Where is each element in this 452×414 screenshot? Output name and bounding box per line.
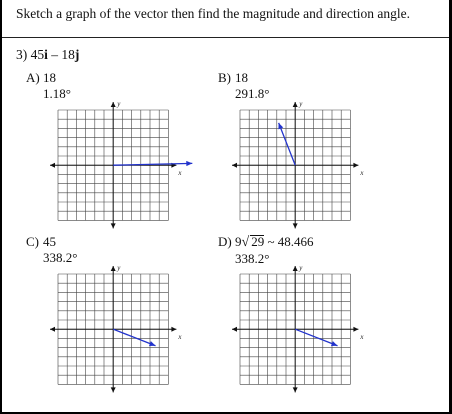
y-axis-arrow-up (111, 266, 116, 271)
choice-a-magnitude: 18 (43, 70, 56, 85)
instructions-text: Sketch a graph of the vector then find the magnitude and direction angle. (16, 6, 410, 21)
unit-j: j (74, 47, 80, 62)
choice-d-magnitude-prefix: 9 (235, 234, 242, 249)
problem-number: 3) (16, 47, 28, 62)
problem-statement (16, 47, 79, 63)
vector-arrowhead (186, 161, 192, 166)
vector-line (113, 163, 192, 165)
y-axis-label: y (299, 100, 303, 108)
choice-d-angle: 338.2° (235, 251, 270, 266)
x-axis-arrow-right (353, 163, 358, 168)
problem-coef-j: – 18 (47, 47, 75, 62)
x-axis-arrow-left (50, 163, 55, 168)
x-axis-arrow-right (171, 327, 176, 332)
choice-d[interactable] (218, 234, 313, 267)
graph-c (46, 266, 186, 396)
y-axis-arrow-down (293, 223, 298, 228)
choice-b-magnitude: 18 (235, 70, 248, 85)
x-axis-arrow-left (50, 327, 55, 332)
x-axis-arrow-left (232, 327, 237, 332)
choice-b[interactable] (218, 70, 269, 102)
unit-i: i (44, 47, 48, 62)
choice-d-approx: ~ 48.466 (267, 234, 314, 249)
y-axis-label: y (117, 100, 121, 108)
y-axis-arrow-down (111, 387, 116, 392)
choice-a-angle: 1.18° (43, 86, 71, 101)
choice-b-letter: B) (218, 70, 231, 85)
x-axis-label: x (178, 169, 182, 178)
choice-d-radicand: 29 (251, 234, 265, 249)
graph-a (46, 102, 186, 232)
y-axis-arrow-up (111, 102, 116, 107)
y-axis-arrow-up (293, 102, 298, 107)
sqrt-sign: √ (241, 235, 250, 250)
vector-line (295, 329, 337, 346)
y-axis-label: y (299, 264, 303, 272)
choice-a-letter: A) (26, 70, 40, 85)
problem-coef-i: 45 (30, 47, 45, 62)
y-axis-arrow-down (111, 223, 116, 228)
choice-b-angle: 291.8° (235, 86, 270, 101)
worksheet-page (2, 0, 449, 412)
vector-line (279, 123, 296, 165)
graph-b (228, 102, 368, 232)
x-axis-arrow-left (232, 163, 237, 168)
x-axis-label: x (178, 333, 182, 342)
choice-c-magnitude: 45 (43, 234, 56, 249)
vector-line (113, 329, 155, 346)
divider (2, 37, 449, 38)
y-axis-label: y (117, 264, 121, 272)
y-axis-arrow-up (293, 266, 298, 271)
choice-a[interactable] (26, 70, 71, 102)
graph-d (228, 266, 368, 396)
choice-c-letter: C) (26, 234, 39, 249)
choice-c[interactable] (26, 234, 77, 266)
x-axis-label: x (360, 169, 364, 178)
y-axis-arrow-down (293, 387, 298, 392)
choice-c-angle: 338.2° (43, 250, 78, 265)
choice-d-letter: D) (218, 234, 232, 249)
x-axis-arrow-right (353, 327, 358, 332)
x-axis-label: x (360, 333, 364, 342)
